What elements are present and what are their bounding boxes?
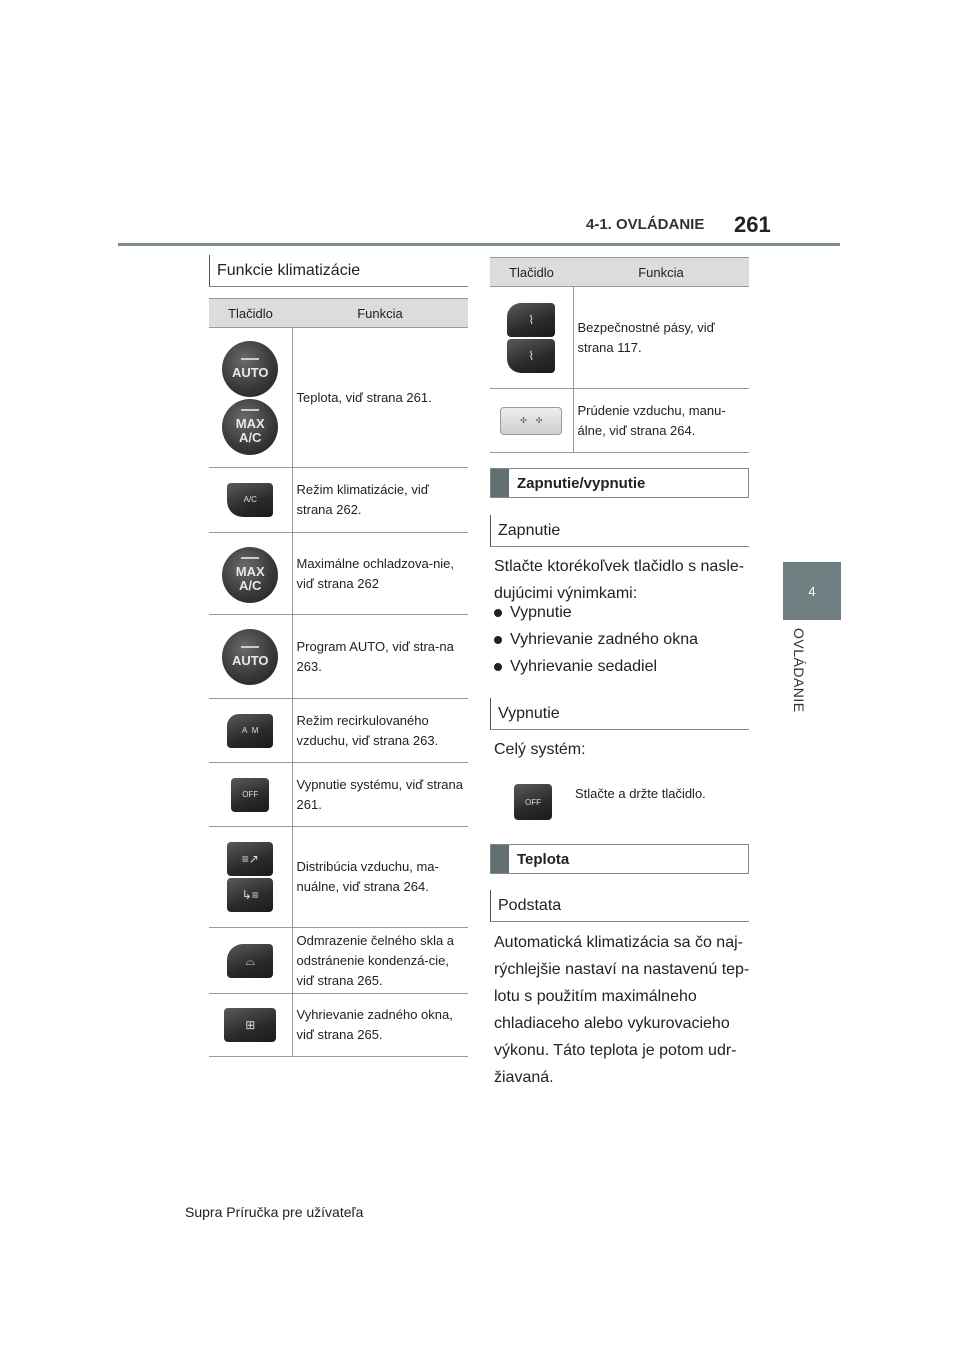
- section-temperature: Teplota: [490, 844, 749, 874]
- air-distribution-keys-icon: ≡↗ ↳≡: [210, 842, 291, 912]
- section-onoff: Zapnutie/vypnutie: [490, 468, 749, 498]
- footer-manual-title: Supra Príručka pre užívateľa: [185, 1204, 364, 1220]
- table-row: [490, 287, 749, 389]
- section-title: 4-1. OVLÁDANIE: [586, 216, 705, 233]
- ac-key-icon: A/C: [227, 483, 273, 517]
- subhead-basic: Podstata: [490, 890, 749, 922]
- table-row: [209, 328, 468, 468]
- table-row: [209, 827, 468, 928]
- chapter-tab: 4: [783, 562, 841, 620]
- on-text: Stlačte ktorékoľvek tlačidlo s nasle-dujúcimi výnimkami:: [494, 558, 745, 602]
- off-key-icon: OFF: [231, 778, 269, 812]
- function-cell: Vyhrievanie zadného okna, viď strana 265.: [292, 994, 468, 1057]
- chapter-label: OVLÁDANIE: [791, 628, 807, 713]
- function-cell: Maximálne ochladzova-nie, viď strana 262: [292, 533, 468, 615]
- temperature-text: Automatická klimatizácia sa čo naj-rýchlejšie nastaví na nastavenú tep-lotu s použitím maximálneho chladiaceho alebo vykurovacieho výkonu. Táto teplota je potom udr-žiavaná.: [494, 934, 750, 1086]
- bullet-item: Vyhrievanie sedadiel: [494, 658, 657, 676]
- max-ac-knob-icon: MAX A/C: [222, 547, 278, 603]
- col-header-function: Funkcia: [292, 299, 468, 328]
- table-row: [209, 699, 468, 763]
- functions-table-continued: [490, 257, 749, 453]
- function-cell: Režim recirkulovaného vzduchu, viď strana 263.: [292, 699, 468, 763]
- table-row: [209, 763, 468, 827]
- table-row: [209, 468, 468, 533]
- subhead-off: Vypnutie: [490, 698, 749, 730]
- function-cell: Bezpečnostné pásy, viď strana 117.: [573, 287, 749, 389]
- function-cell: Režim klimatizácie, viď strana 262.: [292, 468, 468, 533]
- function-cell: Prúdenie vzduchu, manu-álne, viď strana 264.: [573, 389, 749, 453]
- windshield-defrost-key-icon: ⌓: [227, 944, 273, 978]
- subhead-functions: Funkcie klimatizácie: [209, 255, 468, 287]
- function-cell: Odmrazenie čelného skla a odstránenie kondenzá-cie, viď strana 265.: [292, 928, 468, 994]
- page-number: 261: [734, 212, 771, 237]
- col-header-button: Tlačidlo: [209, 299, 292, 328]
- airflow-keys-icon: ✣ ✣: [500, 407, 562, 435]
- subhead-on: Zapnutie: [490, 515, 749, 547]
- seat-heat-keys-icon: ⌇ ⌇: [491, 303, 572, 373]
- col-header-button: Tlačidlo: [490, 258, 573, 287]
- table-row: [209, 533, 468, 615]
- function-cell: Teplota, viď strana 261.: [292, 328, 468, 468]
- table-row: [209, 615, 468, 699]
- table-row: [490, 389, 749, 453]
- off-instruction: Stlačte a držte tlačidlo.: [575, 786, 706, 801]
- auto-and-max-ac-knobs-icon: AUTO MAX A/C: [210, 337, 291, 459]
- functions-table: [209, 298, 468, 1057]
- bullet-item: Vypnutie: [494, 604, 572, 622]
- recirculation-key-icon: A M: [227, 714, 273, 748]
- function-cell: Vypnutie systému, viď strana 261.: [292, 763, 468, 827]
- off-text: Celý systém:: [494, 741, 586, 758]
- rear-window-heat-key-icon: ⊞: [224, 1008, 276, 1042]
- function-cell: Program AUTO, viď stra-na 263.: [292, 615, 468, 699]
- table-row: [209, 928, 468, 994]
- header-rule: [118, 243, 840, 246]
- bullet-item: Vyhrievanie zadného okna: [494, 631, 698, 649]
- table-row: [209, 994, 468, 1057]
- off-key-icon: OFF: [514, 784, 552, 820]
- auto-knob-icon: AUTO: [222, 629, 278, 685]
- col-header-function: Funkcia: [573, 258, 749, 287]
- function-cell: Distribúcia vzduchu, ma-nuálne, viď strana 264.: [292, 827, 468, 928]
